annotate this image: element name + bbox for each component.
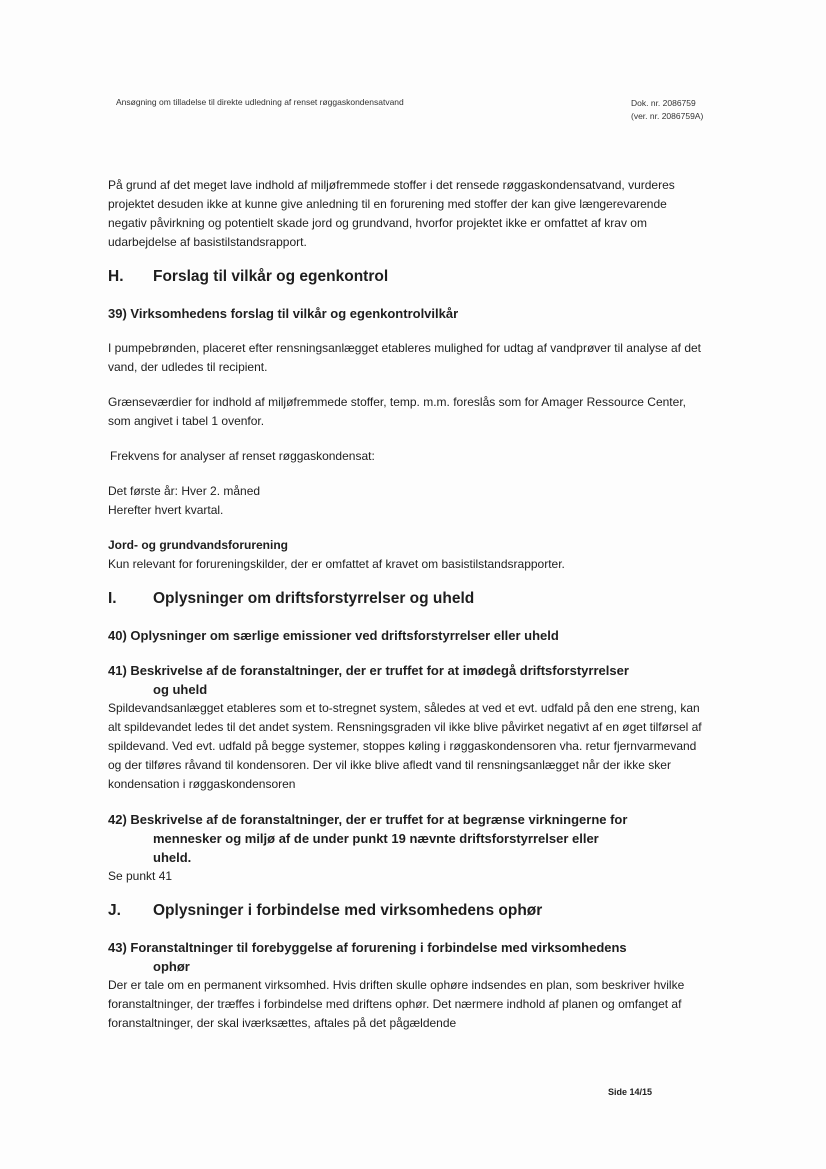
section-title: Forslag til vilkår og egenkontrol [153,268,389,285]
intro-paragraph: På grund af det meget lave indhold af miljøfremmede stoffer i det rensede røggaskondensatvand, vurderes projektet desuden ikke at kunne give anledning til en forurening med stoffer der kan give længerevarende negativ påvirkning og potentielt skade jord og grundvand, hvorfor projektet ikke er omfattet af krav om udarbejdelse af basistilstandsrapport. [108,178,675,249]
section-j-heading [108,902,708,920]
header-doc-info [631,97,703,123]
frequency-line-1: Det første år: Hver 2. måned [108,484,261,498]
item-41-text: Spildevandsanlægget etableres som et to-stregnet system, således at ved et evt. udfald på den ene streng, kan alt spildevandet ledes til det andet system. Rensningsgraden vil ikke blive påvirket negativt af en øget tilførsel af spildevand. Ved evt. udfald på begge systemer, stoppes køling i røggaskondensoren vha. retur fjernvarmevand og der tilføres råvand til kondensoren. Der vil ikke blive afledt vand til rensningsanlægget når der ikke sker kondensation i røggaskondensoren [108,701,702,791]
frequency-line-2: Herefter hvert kvartal. [108,503,224,517]
jord-text: Kun relevant for forureningskilder, der er omfattet af kravet om basistilstandsrapporter. [108,557,565,571]
item-41-heading [108,661,708,699]
item-43-heading [108,938,708,976]
item-43-heading-line-1: 43) Foranstaltninger til forebyggelse af forurening i forbindelse med virksomhedens [108,940,627,955]
section-letter: J. [108,902,121,919]
item-42-heading-line-2: mennesker og miljø af de under punkt 19 nævnte driftsforstyrrelser eller [153,831,599,846]
item-42-heading-line-1: 42) Beskrivelse af de foranstaltninger, der er truffet for at begrænse virkningerne for [108,812,628,827]
item-41-heading-line-2: og uheld [153,682,208,697]
section-i-heading [108,590,708,608]
doc-number: Dok. nr. 2086759 [631,98,696,108]
item-39-paragraph-2: Grænseværdier for indhold af miljøfremmede stoffer, temp. m.m. foreslås som for Amager Ressource Center, som angivet i tabel 1 ovenfor. [108,395,686,428]
item-39-heading: 39) Virksomhedens forslag til vilkår og egenkontrolvilkår [108,306,459,321]
item-41-heading-line-1: 41) Beskrivelse af de foranstaltninger, der er truffet for at imødegå driftsforstyrrelser [108,663,629,678]
section-letter: H. [108,268,124,285]
item-39-paragraph-3: Frekvens for analyser af renset røggaskondensat: [110,449,375,463]
item-43-text: Der er tale om en permanent virksomhed. Hvis driften skulle ophøre indsendes en plan, som beskriver hvilke foranstaltninger, der træffes i forbindelse med driftens ophør. Det nærmere indhold af planen og omfanget af foranstaltninger, der skal iværksættes, aftales på det pågældende [108,978,685,1030]
section-letter: I. [108,590,117,607]
section-title: Oplysninger i forbindelse med virksomhedens ophør [153,902,543,919]
section-h-heading [108,268,708,286]
page-number: Side 14/15 [608,1087,653,1097]
item-42-heading-line-3: uheld. [153,850,192,865]
document-body [108,176,708,1033]
item-39-paragraph-1: I pumpebrønden, placeret efter rensningsanlægget etableres mulighed for udtag af vandprøver til analyse af det vand, der udledes til recipient. [108,341,702,374]
version-number: (ver. nr. 2086759A) [631,111,704,121]
jord-title: Jord- og grundvandsforurening [108,538,288,552]
item-42-heading [108,810,708,867]
section-title: Oplysninger om driftsforstyrrelser og uheld [153,590,475,607]
item-40-heading: 40) Oplysninger om særlige emissioner ved driftsforstyrrelser eller uheld [108,628,559,643]
header-title: Ansøgning om tilladelse til direkte udledning af renset røggaskondensatvand [116,97,404,107]
item-42-text: Se punkt 41 [108,869,173,883]
item-43-heading-line-2: ophør [153,959,190,974]
